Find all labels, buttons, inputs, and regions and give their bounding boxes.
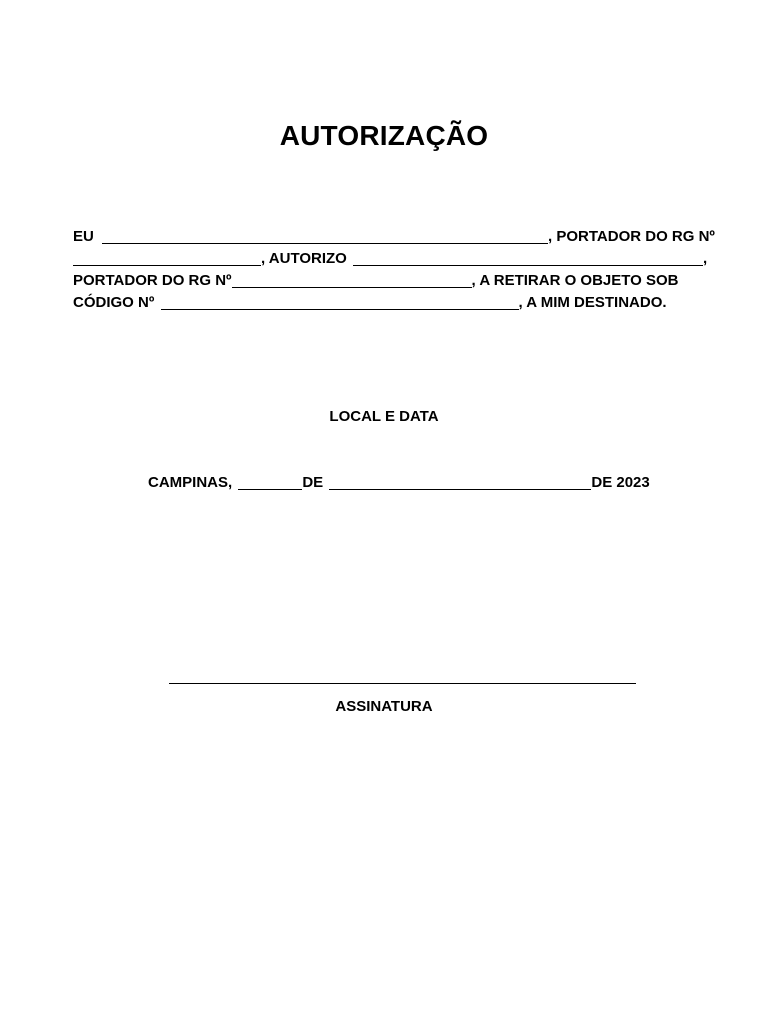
- text-autorizo: , AUTORIZO: [261, 250, 347, 267]
- month-blank-field[interactable]: [329, 473, 591, 490]
- text-portador-rg-2: PORTADOR DO RG Nº: [73, 272, 232, 289]
- text-city: CAMPINAS,: [148, 474, 233, 491]
- text-de-2: DE 2023: [591, 474, 650, 491]
- body-line-3: [73, 270, 679, 292]
- code-blank-field[interactable]: [161, 293, 519, 310]
- day-blank-field[interactable]: [238, 473, 302, 490]
- signature-label: ASSINATURA: [335, 698, 433, 715]
- signature-line[interactable]: [169, 683, 636, 684]
- rg-blank-field-1[interactable]: [73, 249, 261, 266]
- text-retirar: , A RETIRAR O OBJETO SOB: [471, 272, 679, 289]
- name-blank-field[interactable]: [102, 227, 548, 244]
- text-eu: EU: [73, 228, 94, 245]
- text-destinado: , A MIM DESTINADO.: [518, 294, 667, 311]
- date-line: [148, 472, 650, 494]
- body-line-2: [73, 248, 707, 270]
- authorized-name-blank-field[interactable]: [353, 249, 703, 266]
- text-de-1: DE: [302, 474, 324, 491]
- text-portador-rg-1: , PORTADOR DO RG Nº: [548, 228, 715, 245]
- body-line-1: [73, 226, 715, 248]
- text-comma: ,: [703, 250, 708, 267]
- document-title: AUTORIZAÇÃO: [279, 120, 489, 151]
- rg-blank-field-2[interactable]: [232, 271, 472, 288]
- text-codigo: CÓDIGO Nº: [73, 294, 155, 311]
- body-line-4: [73, 292, 667, 314]
- local-e-data-label: LOCAL E DATA: [329, 408, 439, 425]
